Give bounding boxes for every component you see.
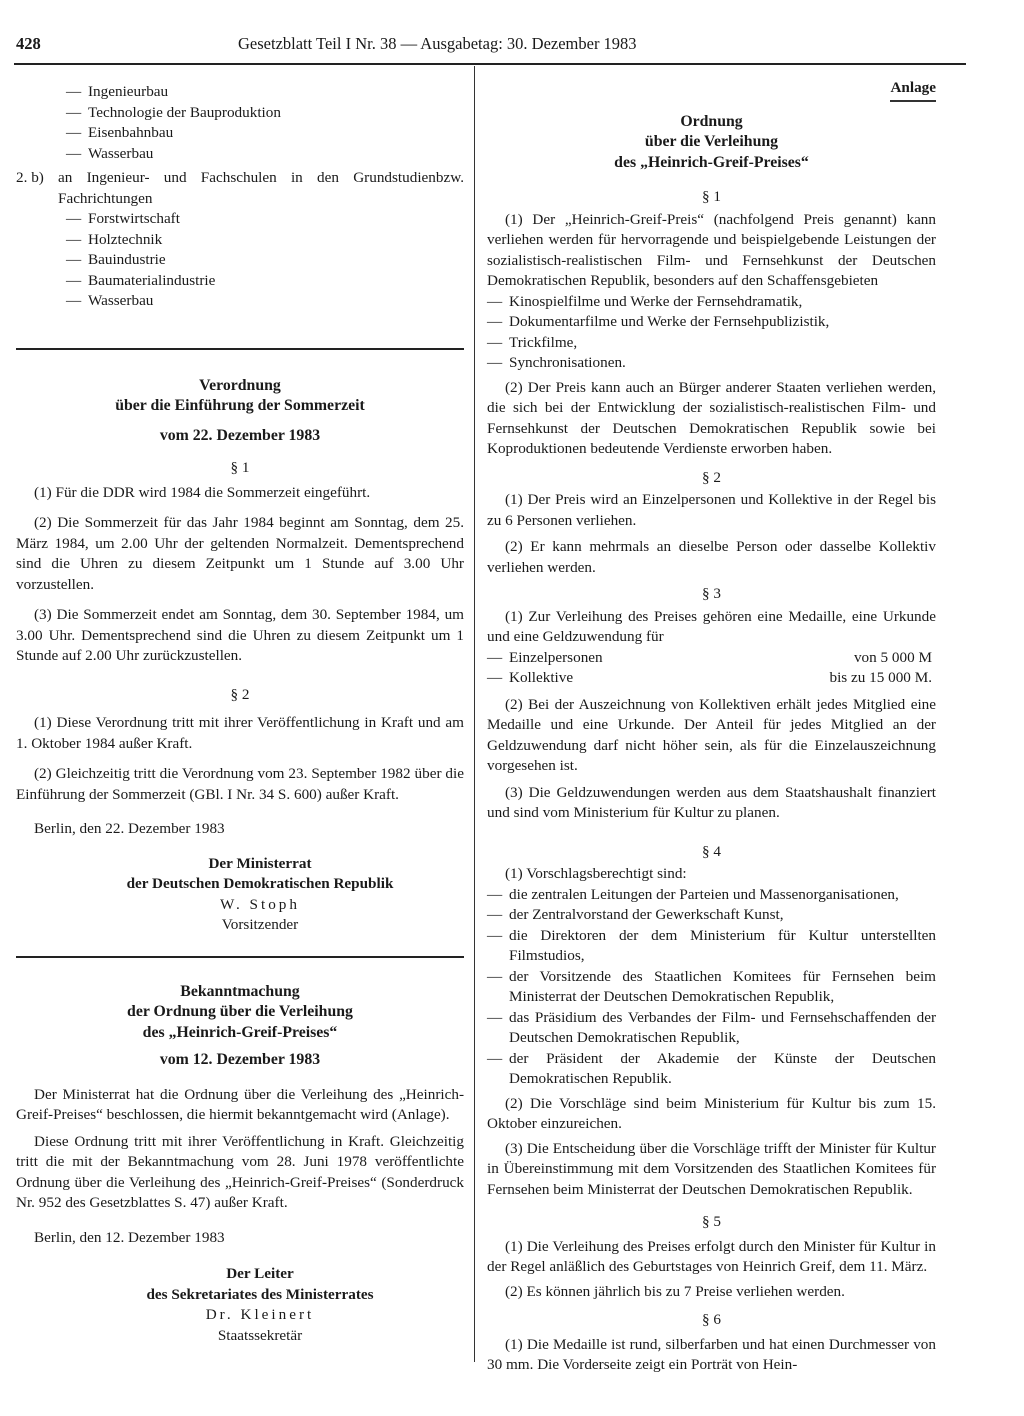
- list-item: — Synchronisationen.: [487, 354, 626, 371]
- list-item: — Wasserbau: [66, 144, 154, 162]
- list-b: [16, 209, 464, 312]
- right-column: [487, 78, 936, 1376]
- list-item: — Forstwirtschaft: [66, 210, 180, 227]
- paragraph-text: (1) Für die DDR wird 1984 die Sommerzeit eingeführt.: [34, 483, 371, 501]
- bekanntmachung-date: vom 12. Dezember 1983: [159, 1051, 321, 1068]
- amount-row: — Einzelpersonen von 5 000 M: [487, 648, 932, 666]
- paragraph-heading: § 1: [702, 188, 721, 205]
- list-item: — Holztechnik: [66, 230, 163, 248]
- list-item: — das Präsidium des Verbandes der Film- und Fernsehschaffenden der Deutschen Demokratischen Republik,: [487, 1008, 936, 1046]
- signature-body: Der Leiter des Sekretariates des Ministerrates: [146, 1265, 374, 1303]
- list-item: — der Präsident der Akademie der Künste der Deutschen Demokratischen Republik.: [487, 1049, 936, 1087]
- paragraph-heading: § 5: [702, 1213, 721, 1230]
- paragraph-heading: § 4: [702, 842, 721, 860]
- place-date: Berlin, den 12. Dezember 1983: [34, 1228, 225, 1246]
- bekanntmachung-title: Bekanntmachung: [180, 982, 300, 1000]
- list-item: — Ingenieurbau: [66, 83, 169, 100]
- column-divider: [474, 92, 475, 1362]
- verordnung-section: [16, 376, 464, 936]
- signature-name: Dr. Kleinert Staatssekretär: [205, 1306, 315, 1344]
- s1-list: [487, 292, 936, 374]
- amount-row: — Kollektive bis zu 15 000 M.: [487, 669, 932, 686]
- paragraph-text: (1) Diese Verordnung tritt mit ihrer Veröffentlichung in Kraft und am 1. Oktober 1984 außer Kraft.: [16, 714, 464, 752]
- verordnung-subtitle: über die Einführung der Sommerzeit: [115, 397, 365, 414]
- paragraph-heading: § 3: [702, 585, 721, 602]
- place-date: Berlin, den 22. Dezember 1983: [34, 820, 225, 837]
- list-item: — der Zentralvorstand der Gewerkschaft Kunst,: [487, 906, 784, 923]
- bekanntmachung-subtitle: der Ordnung über die Verleihung: [127, 1003, 353, 1020]
- anlage-wrap: [487, 78, 936, 102]
- list-item: — Dokumentarfilme und Werke der Fernsehpublizistik,: [487, 313, 830, 330]
- paragraph-heading: § 2: [702, 468, 721, 486]
- paragraph-text: (2) Gleichzeitig tritt die Verordnung vom 23. September 1982 über die Einführung der Sommerzeit (GBl. I Nr. 34 S. 600) außer Kraft.: [16, 765, 464, 803]
- ordnung-subtitle: über die Verleihung: [644, 133, 779, 150]
- header-title: Gesetzblatt Teil I Nr. 38 — Ausgabetag: 30. Dezember 1983: [238, 34, 637, 53]
- left-column: [16, 82, 464, 1346]
- paragraph-text: (1) Zur Verleihung des Preises gehören eine Medaille, eine Urkunde und eine Geldzuwendung für: [487, 607, 936, 645]
- section-rule: [16, 956, 464, 958]
- bekanntmachung-section: [16, 982, 464, 1347]
- paragraph-text: (3) Die Entscheidung über die Vorschläge trifft der Minister für Kultur in Übereinstimmung mit dem Vorsitzenden des Staatlichen Komitees für Fernsehen beim Ministerrat der Deutschen Demokratischen Republik.: [487, 1139, 936, 1198]
- paragraph-text: Diese Ordnung tritt mit ihrer Veröffentlichung in Kraft. Gleichzeitig tritt die mit der Bekanntmachung vom 28. Juni 1978 veröffentlichte Ordnung über die Verleihung des „Heinrich-Greif-Preises“ (Sonderdruck Nr. 952 des Gesetzblattes S. 47) außer Kraft.: [16, 1132, 464, 1211]
- header-rule: [14, 63, 966, 65]
- paragraph-text: (1) Der Preis wird an Einzelpersonen und Kollektive in der Regel bis zu 6 Personen verliehen.: [487, 491, 936, 529]
- list-item: — Wasserbau: [66, 292, 154, 309]
- list-item: — Trickfilme,: [487, 333, 578, 351]
- list-item: — der Vorsitzende des Staatlichen Komitees für Fernsehen beim Ministerrat der Deutschen Demokratischen Republik,: [487, 967, 936, 1005]
- page-number: 428: [16, 34, 41, 53]
- paragraph-text: (1) Der „Heinrich-Greif-Preis“ (nachfolgend Preis genannt) kann verliehen werden für hervorragende und beispielgebende Leistungen der sozialistisch-realistischen Film- und Fernsehkunst der Deutschen Demokratischen Republik, besonders auf den Schaffensgebieten: [487, 210, 936, 289]
- page-header: [16, 34, 976, 56]
- list-item: — Baumaterialindustrie: [66, 271, 216, 289]
- paragraph-text: (2) Die Vorschläge sind beim Ministerium für Kultur bis zum 15. Oktober einzureichen.: [487, 1094, 936, 1132]
- section-rule: [16, 348, 464, 350]
- signature-body: Der Ministerrat der Deutschen Demokratischen Republik: [126, 854, 394, 892]
- list-item: — Technologie der Bauproduktion: [66, 103, 281, 121]
- paragraph-text: (1) Die Medaille ist rund, silberfarben und hat einen Durchmesser von 30 mm. Die Vorderseite zeigt ein Porträt von Hein-: [487, 1335, 936, 1373]
- s4-list: [487, 885, 936, 1090]
- paragraph-heading: § 2: [230, 685, 250, 703]
- list-item: — die zentralen Leitungen der Parteien und Massenorganisationen,: [487, 885, 899, 903]
- paragraph-text: (3) Die Sommerzeit endet am Sonntag, dem 30. September 1984, um 3.00 Uhr. Dementsprechend sind die Uhren zu diesem Zeitpunkt um 1 Stunde auf 2.00 Uhr zurückzustellen.: [16, 606, 464, 664]
- paragraph-text: (2) Der Preis kann auch an Bürger anderer Staaten verliehen werden, die sich bei der Entwicklung der sozialistisch-realistischen Film- und Fernsehkunst der Deutschen Demokratischen Republik sowie bei Koproduktionen bedeutende Verdienste erworben haben.: [487, 378, 936, 457]
- paragraph-text: (3) Die Geldzuwendungen werden aus dem Staatshaushalt finanziert und sind vom Ministerium für Kultur zu planen.: [487, 783, 936, 821]
- ordnung-subtitle: des „Heinrich-Greif-Preises“: [614, 153, 809, 171]
- item-2b: 2. b) an Ingenieur- und Fachschulen in den Grundstudienbzw. Fachrichtungen: [16, 169, 464, 207]
- list-a: [16, 82, 464, 164]
- paragraph-text: (2) Er kann mehrmals an dieselbe Person oder dasselbe Kollektiv verliehen werden.: [487, 538, 936, 576]
- paragraph-text: (2) Es können jährlich bis zu 7 Preise verliehen werden.: [505, 1282, 845, 1300]
- column-divider-top: [474, 66, 475, 92]
- verordnung-date: vom 22. Dezember 1983: [159, 426, 321, 444]
- paragraph-heading: § 6: [702, 1311, 721, 1328]
- paragraph-text: (2) Die Sommerzeit für das Jahr 1984 beginnt am Sonntag, dem 25. März 1984, um 2.00 Uhr der geltenden Normalzeit. Dementsprechend sind die Uhren zu diesem Zeitpunkt um 1 Stunde auf 3.00 Uhr vorzustellen.: [16, 514, 464, 593]
- anlage-label: Anlage: [890, 78, 936, 102]
- paragraph-text: Der Ministerrat hat die Ordnung über die Verleihung des „Heinrich-Greif-Preises“ beschlossen, die hiermit bekanntgemacht wird (Anlage).: [16, 1085, 464, 1123]
- paragraph-heading: § 1: [230, 459, 250, 476]
- paragraph-text: (2) Bei der Auszeichnung von Kollektiven erhält jedes Mitglied eine Medaille und eine Urkunde. Der Anteil für jedes Mitglied an der Geldzuwendung darf nicht höher sein, als für die Einzelauszeichnung vorgesehen ist.: [487, 695, 936, 774]
- paragraph-text: (1) Die Verleihung des Preises erfolgt durch den Minister für Kultur in der Regel anläßlich des Geburtstages von Heinrich Greif, dem 11. März.: [487, 1237, 936, 1275]
- signature-name: W. Stoph Vorsitzender: [220, 895, 300, 933]
- bekanntmachung-subtitle: des „Heinrich-Greif-Preises“: [142, 1023, 338, 1041]
- list-item: — Bauindustrie: [66, 251, 166, 268]
- paragraph-text: (1) Vorschlagsberechtigt sind:: [505, 865, 687, 882]
- ordnung-title: Ordnung: [680, 112, 743, 130]
- list-item: — Eisenbahnbau: [66, 124, 174, 141]
- list-item: — Kinospielfilme und Werke der Fernsehdramatik,: [487, 292, 803, 310]
- list-item: — die Direktoren der dem Ministerium für Kultur unterstellten Filmstudios,: [487, 926, 936, 964]
- verordnung-title: Verordnung: [199, 376, 281, 394]
